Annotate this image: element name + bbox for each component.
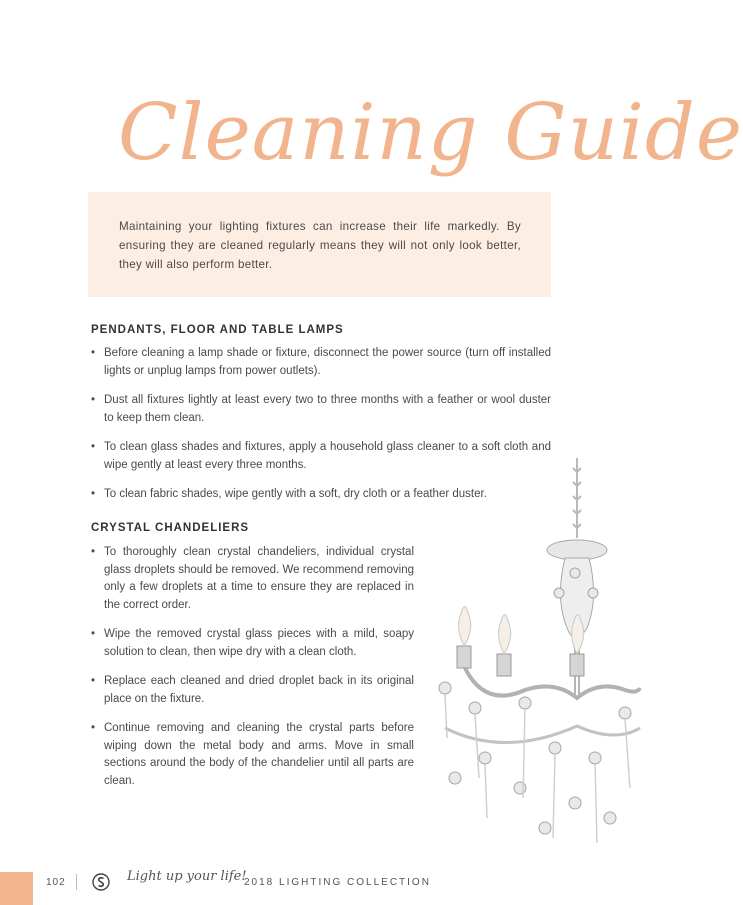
- footer-tagline: Light up your life!: [127, 869, 247, 884]
- list-item: • Wipe the removed crystal glass pieces with a mild, soapy solution to clean, then wipe dry with a clean cloth.: [91, 626, 414, 661]
- list-item: • To clean fabric shades, wipe gently with a soft, dry cloth or a feather duster.: [91, 486, 551, 504]
- list-item: • Replace each cleaned and dried droplet back in its original place on the fixture.: [91, 673, 414, 708]
- chandeliers-list: [91, 544, 414, 790]
- list-item: • Dust all fixtures lightly at least every two to three months with a feather or wool duster to keep them clean.: [91, 392, 551, 427]
- intro-text: Maintaining your lighting fixtures can increase their life markedly. By ensuring they are cleaned regularly means they will not only look better, they will also perform better.: [119, 220, 521, 271]
- footer-collection: 2018 LIGHTING COLLECTION: [244, 877, 431, 888]
- page-title: Cleaning Guide: [118, 88, 743, 178]
- list-item: • To thoroughly clean crystal chandeliers, individual crystal glass droplets should be removed. We recommend removing only a few droplets at a time to ensure they are replaced in the correct order.: [91, 544, 414, 614]
- chandelier-image: [425, 458, 640, 853]
- list-item: • Before cleaning a lamp shade or fixture, disconnect the power source (turn off installed lights or unplug lamps from power outlets).: [91, 345, 551, 380]
- intro-box: [88, 192, 551, 297]
- footer-accent-block: [0, 872, 33, 905]
- section-heading-chandeliers: CRYSTAL CHANDELIERS: [91, 522, 250, 534]
- section-heading-lamps: PENDANTS, FLOOR AND TABLE LAMPS: [91, 324, 344, 336]
- brand-logo-icon: [92, 873, 110, 891]
- list-item: • To clean glass shades and fixtures, apply a household glass cleaner to a soft cloth and wipe gently at least every three months.: [91, 439, 551, 474]
- footer-divider: [76, 874, 77, 890]
- list-item: • Continue removing and cleaning the crystal parts before wiping down the metal body and arms. Move in small sections around the body of the chandelier until all parts are clean.: [91, 720, 414, 790]
- page-number: 102: [46, 877, 66, 888]
